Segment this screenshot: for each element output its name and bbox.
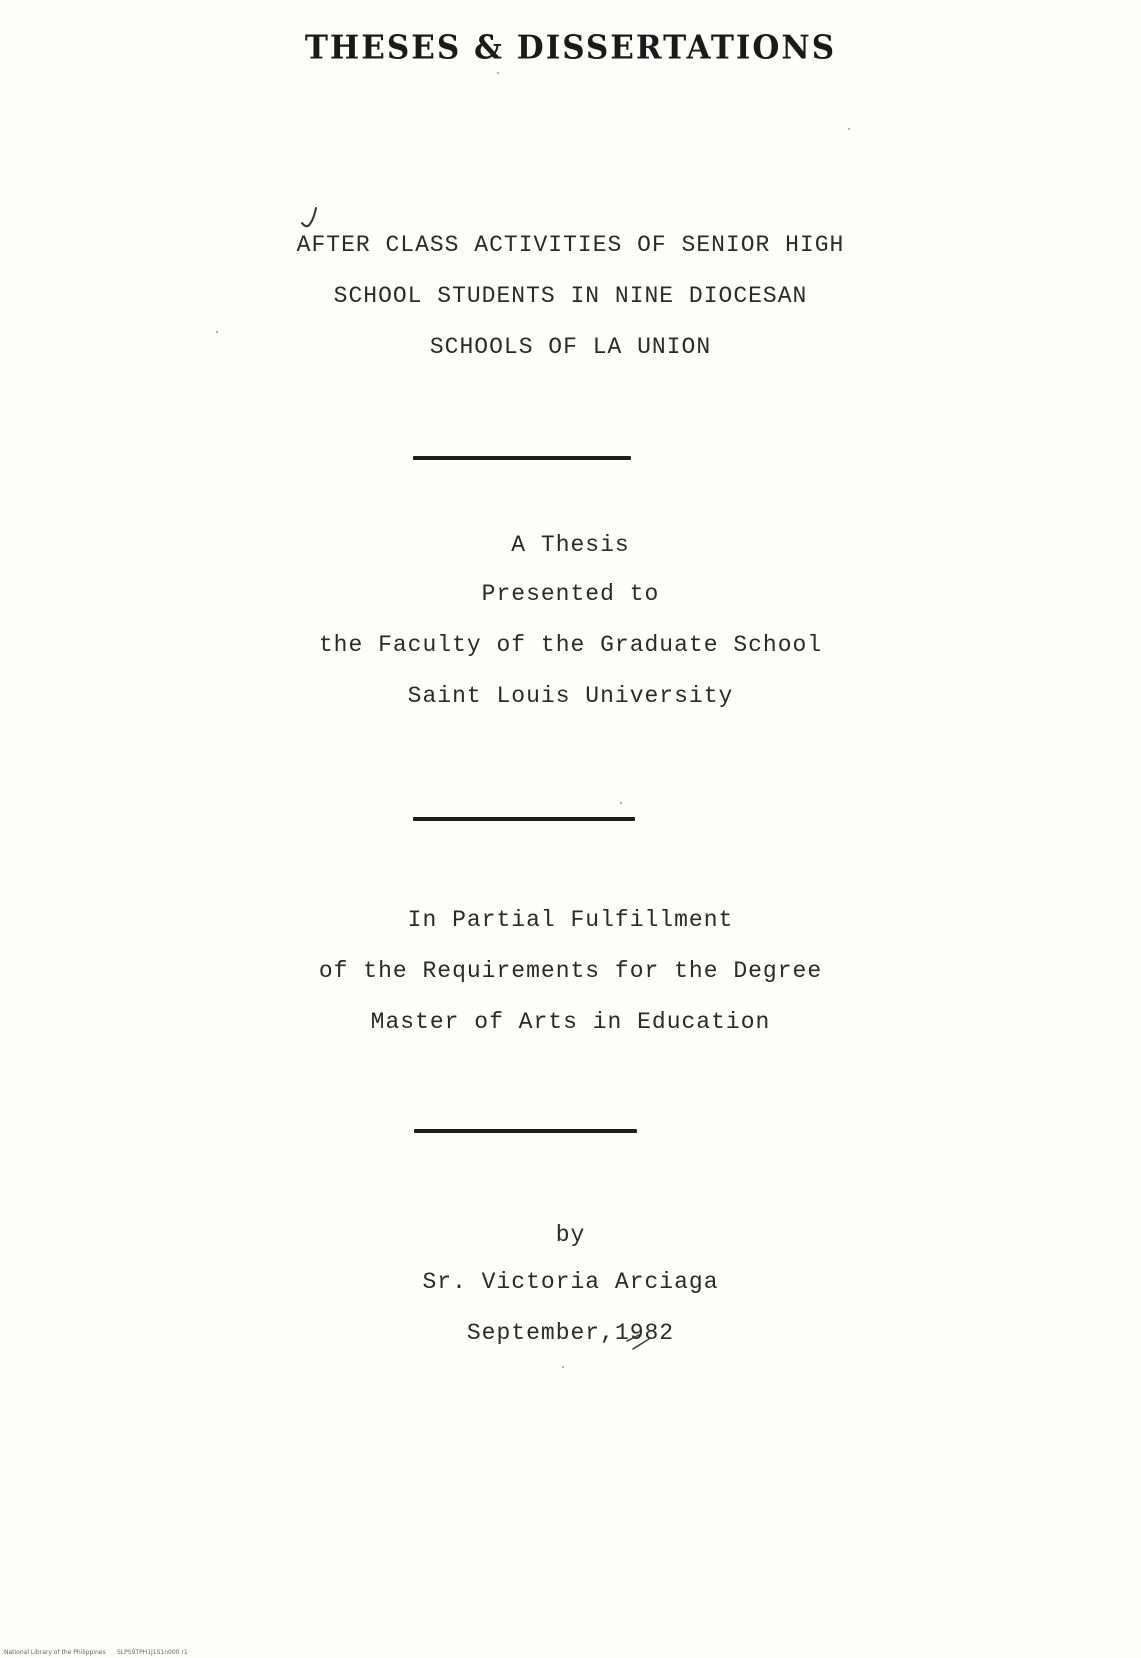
handwritten-check-mark-icon bbox=[296, 204, 326, 234]
fulfillment-line-1: In Partial Fulfillment bbox=[407, 907, 734, 933]
author-by: by bbox=[555, 1222, 586, 1248]
title-line-2: SCHOOL STUDENTS IN NINE DIOCESAN bbox=[333, 283, 808, 309]
paper-speck bbox=[620, 802, 622, 804]
divider-rule-3 bbox=[414, 1129, 637, 1133]
scan-footer-text: National Library of the Philippines SLPS9TPH1J1S1n000 r1 bbox=[4, 1649, 188, 1656]
paper-speck bbox=[216, 331, 218, 333]
divider-rule-2 bbox=[413, 817, 635, 821]
paper-speck bbox=[562, 1366, 564, 1368]
title-line-1: AFTER CLASS ACTIVITIES OF SENIOR HIGH bbox=[296, 232, 845, 258]
theses-dissertations-stamp: THESES & DISSERTATIONS bbox=[304, 29, 837, 67]
presentation-line-4: Saint Louis University bbox=[407, 683, 734, 709]
presentation-line-3: the Faculty of the Graduate School bbox=[318, 632, 823, 658]
paper-speck bbox=[497, 72, 499, 74]
divider-rule-1 bbox=[413, 456, 631, 460]
title-line-3: SCHOOLS OF LA UNION bbox=[429, 334, 712, 360]
paper-speck bbox=[848, 128, 850, 130]
author-date: September,1982 bbox=[466, 1320, 675, 1346]
author-name: Sr. Victoria Arciaga bbox=[422, 1269, 719, 1295]
fulfillment-line-3: Master of Arts in Education bbox=[370, 1009, 771, 1035]
fulfillment-line-2: of the Requirements for the Degree bbox=[318, 958, 823, 984]
presentation-line-1: A Thesis bbox=[511, 532, 630, 558]
presentation-line-2: Presented to bbox=[481, 581, 660, 607]
